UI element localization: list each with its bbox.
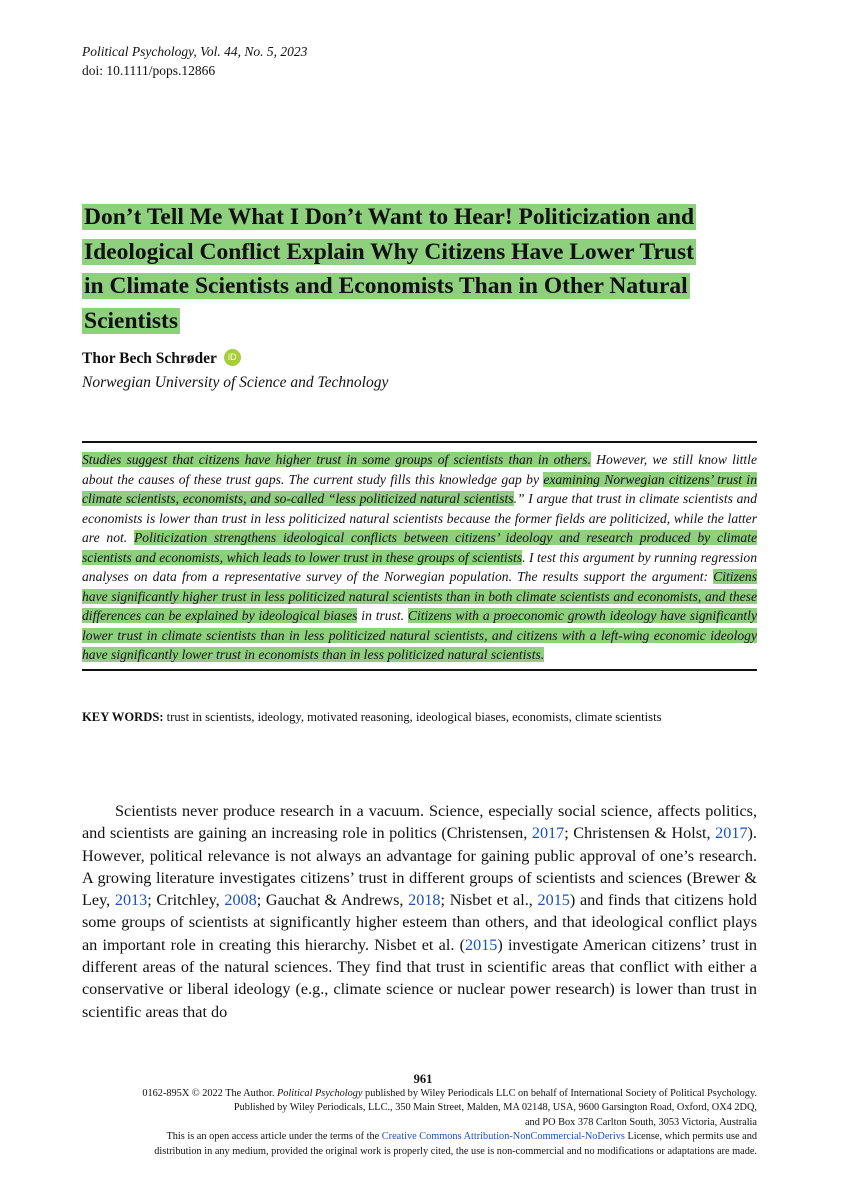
footer-line-2: Published by Wiley Periodicals, LLC., 350 Main Street, Malden, MA 02148, USA, 9600 Garsington Road, Oxford, OX4 2DQ,: [233, 1102, 757, 1114]
author-name: Thor Bech Schrøder: [82, 350, 217, 367]
body-paragraph: [82, 800, 757, 1023]
abstract-sentence: in trust.: [357, 608, 408, 623]
journal-header: [82, 42, 307, 80]
citation-link[interactable]: 2017: [531, 824, 565, 843]
citation-link[interactable]: 2018: [408, 891, 441, 910]
keywords-label: KEY WORDS:: [82, 710, 164, 724]
body-text: ) and finds that citizens hold some groups of scientists at significantly higher esteem than others, and that ideological conflict plays an important role in creating this hierarchy. Nisbet et al. (: [82, 891, 757, 954]
abstract-sentence: .” I argue that trust in climate scientists and economists is lower than trust in less politicized natural scientists because the former fields are politicized, while the latter are not.: [82, 491, 758, 545]
footer-text: published by Wiley Periodicals LLC on behalf of International Society of Political Psychology.: [362, 1088, 757, 1099]
body-text: ; Critchley,: [147, 891, 225, 910]
abstract-sentence: However, we still know little about the causes of these trust gaps. The current study fills this knowledge gap by: [82, 452, 757, 487]
body-text: ) investigate American citizens’ trust in different areas of the natural sciences. They find that trust in scientific areas that conflict with either a conservative or liberal ideology (e.g., climate science or nuclear power research) is lower than trust in scientific areas that do: [82, 935, 757, 1021]
citation-link[interactable]: 2015: [537, 891, 570, 910]
abstract-highlight: Politicization strengthens ideological conflicts between citizens’ ideology and research produced by climate scientists and economists, which leads to lower trust in these groups of scientists: [82, 530, 758, 565]
keywords: [82, 710, 762, 725]
journal-title: Political Psychology, Vol. 44, No. 5, 2023: [82, 44, 308, 59]
citation-link[interactable]: 2013: [114, 891, 148, 910]
title-line-1: Don’t Tell Me What I Don’t Want to Hear! Politicization and: [84, 204, 695, 230]
author-line: [82, 348, 241, 370]
footer-line-5: distribution in any medium, provided the original work is properly cited, the use is non-commercial and no modifications or adaptations are made.: [154, 1145, 757, 1157]
body-text: Scientists never produce research in a vacuum. Science, especially social science, affects politics, and scientists are gaining an increasing role in politics (Christensen,: [82, 802, 757, 843]
body-text: ). However, political relevance is not always an advantage for gaining public approval of one’s research. A growing literature investigates citizens’ trust in different groups of scientists and sciences (Brewer & Ley,: [82, 824, 757, 910]
footer-text: License, which permits use and: [624, 1131, 757, 1143]
body-text: ; Nisbet et al.,: [440, 891, 538, 910]
abstract-highlight: examining Norwegian citizens’ trust in climate scientists, economists, and so-called “less politicized natural scientists: [82, 471, 757, 506]
affiliation: Norwegian University of Science and Technology: [82, 374, 389, 391]
citation-link[interactable]: 2017: [715, 824, 748, 843]
title-line-3: in Climate Scientists and Economists Than in Other Natural: [84, 273, 688, 299]
article-title: [82, 200, 772, 338]
citation-link[interactable]: 2015: [465, 935, 498, 954]
title-line-2: Ideological Conflict Explain Why Citizens Have Lower Trust: [84, 238, 694, 265]
footer-text: 0162-895X © 2022 The Author.: [142, 1088, 277, 1099]
abstract: [82, 441, 757, 671]
license-link[interactable]: Creative Commons Attribution-NonCommercial-NoDerivs: [381, 1131, 625, 1143]
footer-line-4: [57, 1130, 757, 1144]
keywords-text: trust in scientists, ideology, motivated reasoning, ideological biases, economists, climate scientists: [163, 710, 662, 724]
page-number: 961: [413, 1072, 433, 1086]
footer: [57, 1087, 757, 1159]
abstract-highlight: Citizens with a proeconomic growth ideology have significantly lower trust in climate scientists than in less politicized natural scientists, and citizens with a left-wing economic ideology have significantly lower trust in economists than in less politicized natural scientists.: [82, 608, 757, 662]
footer-journal: Political Psychology: [276, 1088, 363, 1099]
abstract-highlight: Citizens have significantly higher trust in less politicized natural scientists than in both climate scientists and economists, and these differences can be explained by ideological biases: [82, 569, 757, 623]
orcid-icon[interactable]: iD: [224, 349, 241, 366]
footer-line-3: and PO Box 378 Carlton South, 3053 Victoria, Australia: [524, 1116, 757, 1128]
abstract-text: [82, 450, 757, 665]
body-text: ; Christensen & Holst,: [564, 824, 716, 843]
abstract-highlight: Studies suggest that citizens have higher trust in some groups of scientists than in others.: [82, 452, 591, 467]
abstract-sentence: . I test this argument by running regression analyses on data from a representative survey of the Norwegian population. The results support the argument:: [82, 549, 757, 584]
citation-link[interactable]: 2008: [224, 891, 257, 910]
title-line-4: Scientists: [84, 307, 178, 334]
footer-text: This is an open access article under the terms of the: [166, 1131, 382, 1143]
footer-line-1: [57, 1087, 757, 1101]
body-text: ; Gauchat & Andrews,: [256, 891, 409, 910]
doi: doi: 10.1111/pops.12866: [82, 63, 216, 78]
